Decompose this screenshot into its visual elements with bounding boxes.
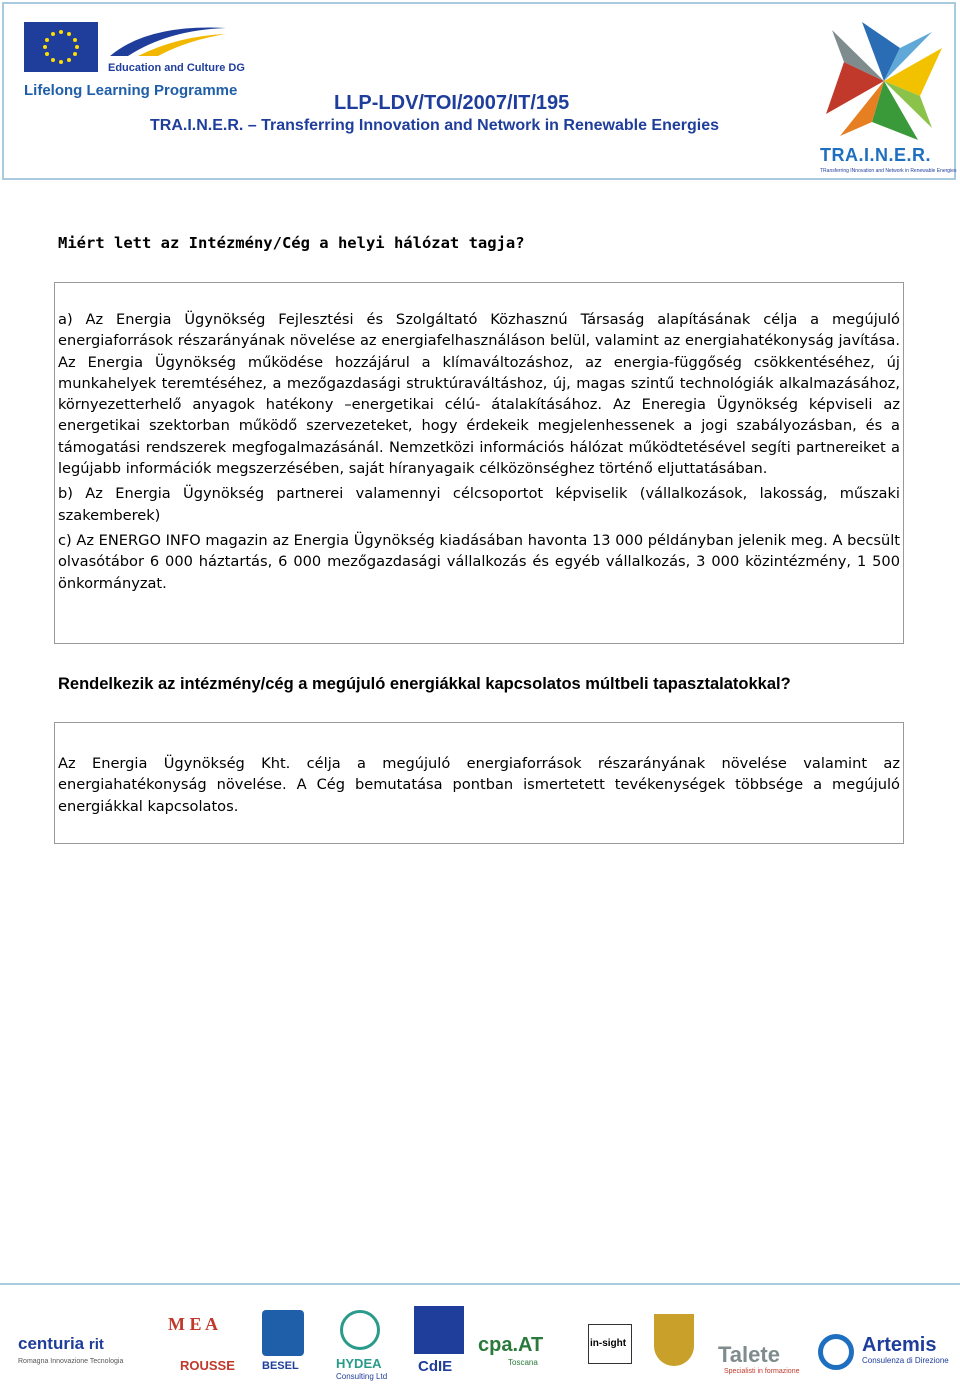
answer-paragraph-b: b) Az Energia Ügynökség partnerei valamennyi célcsoportot képviselik (vállalkozások, lakosság, műszaki szakemberek) xyxy=(58,485,900,524)
coat-of-arms-icon xyxy=(654,1314,694,1366)
education-culture-swoosh-logo xyxy=(108,20,228,60)
project-title: TRA.I.N.E.R. – Transferring Innovation and Network in Renewable Energies xyxy=(150,117,719,134)
cpa-subtitle: Toscana xyxy=(508,1358,538,1367)
cdie-label: CdIE xyxy=(418,1358,453,1375)
trainer-logo-subtitle: TRansferring INnovation and Network in Renewable Energies xyxy=(820,168,957,174)
answer-box-network-membership xyxy=(54,282,904,644)
document-header xyxy=(2,2,956,180)
mea-logo: M E A xyxy=(168,1314,219,1334)
artemis-subtitle: Consulenza di Direzione xyxy=(862,1356,949,1365)
hydea-icon xyxy=(340,1310,380,1350)
hydea-label: HYDEA xyxy=(336,1356,382,1371)
answer-paragraph-experience: Az Energia Ügynökség Kht. célja a megújuló energiaforrások részarányának növelése valamint az energiahatékonyság növelése. A Cég bemutatása pontban ismertetett tevékenységek többsége a megújuló energiákkal kapcsolatos. xyxy=(58,755,900,815)
answer-paragraph-a: a) Az Energia Ügynökség Fejlesztési és Szolgáltató Közhasznú Társaság alapításának célja a megújuló energiaforrások részarányának növelése az energiafelhasználáson belül, valamint az energiahatékonyság javítása. Az Energia Ügynökség működése hozzájárul a klímaváltozáshoz, az energia-függőség csökkentéséhez, új munkahelyek teremtéséhez, a mezőgazdasági struktúraváltáshoz, új, magas szintű technológiák alkalmazásához, környezetterhelő anyagok hatékony –energetikai célú- átalakításához. Az Eneregia Ügynökség képviseli az energetikai szektorban működő szervezeteket, hogy érdekeik megjelenhessenek a jogi szabályozásban, és a támogatási rendszerek megfogalmazásánál. Nemzetközi információs hálózat működtetésével segíti partnereiket a legújabb információk megszerzésében, saját híranyagaik célközönséghez történő eljuttatásában. xyxy=(58,311,900,478)
artemis-icon xyxy=(818,1334,854,1370)
question-renewable-experience: Rendelkezik az intézmény/cég a megújuló energiákkal kapcsolatos múltbeli tapasztalatokkal? xyxy=(58,675,791,693)
project-code: LLP-LDV/TOI/2007/IT/195 xyxy=(334,92,570,114)
cdie-icon xyxy=(414,1306,464,1354)
besel-icon xyxy=(262,1310,304,1356)
eu-flag-logo xyxy=(24,22,98,72)
artemis-logo: Artemis xyxy=(862,1334,937,1356)
trainer-logo-text: TRA.I.N.E.R. xyxy=(820,145,932,165)
llp-label: Lifelong Learning Programme xyxy=(24,82,238,99)
edu-dg-label: Education and Culture DG xyxy=(108,62,245,74)
answer-box-renewable-experience xyxy=(54,722,904,844)
footer-divider xyxy=(0,1283,960,1285)
cpa-logo: cpa.AT xyxy=(478,1334,544,1356)
insight-label: in-sight xyxy=(590,1338,627,1349)
talete-logo: Talete xyxy=(718,1342,780,1367)
hydea-subtitle: Consulting Ltd xyxy=(336,1372,388,1381)
centuria-logo: centuria rit xyxy=(18,1334,104,1353)
talete-subtitle: Specialisti in formazione xyxy=(724,1368,800,1375)
centuria-subtitle: Romagna Innovazione Tecnologia xyxy=(18,1358,124,1365)
trainer-pinwheel-logo xyxy=(822,18,946,144)
question-network-membership: Miért lett az Intézmény/Cég a helyi hálózat tagja? xyxy=(58,234,525,252)
rousse-label: ROUSSE xyxy=(180,1358,235,1373)
answer-paragraph-c: c) Az ENERGO INFO magazin az Energia Ügynökség kiadásában havonta 13 000 példányban jelenik meg. A becsült olvasótábor 6 000 háztartás, 6 000 mezőgazdasági vállalkozás és egyéb vállalkozás, 3 000 közintézmény, 1 500 önkormányzat. xyxy=(58,531,900,592)
partner-logos xyxy=(0,1296,960,1382)
besel-label: BESEL xyxy=(262,1360,299,1372)
